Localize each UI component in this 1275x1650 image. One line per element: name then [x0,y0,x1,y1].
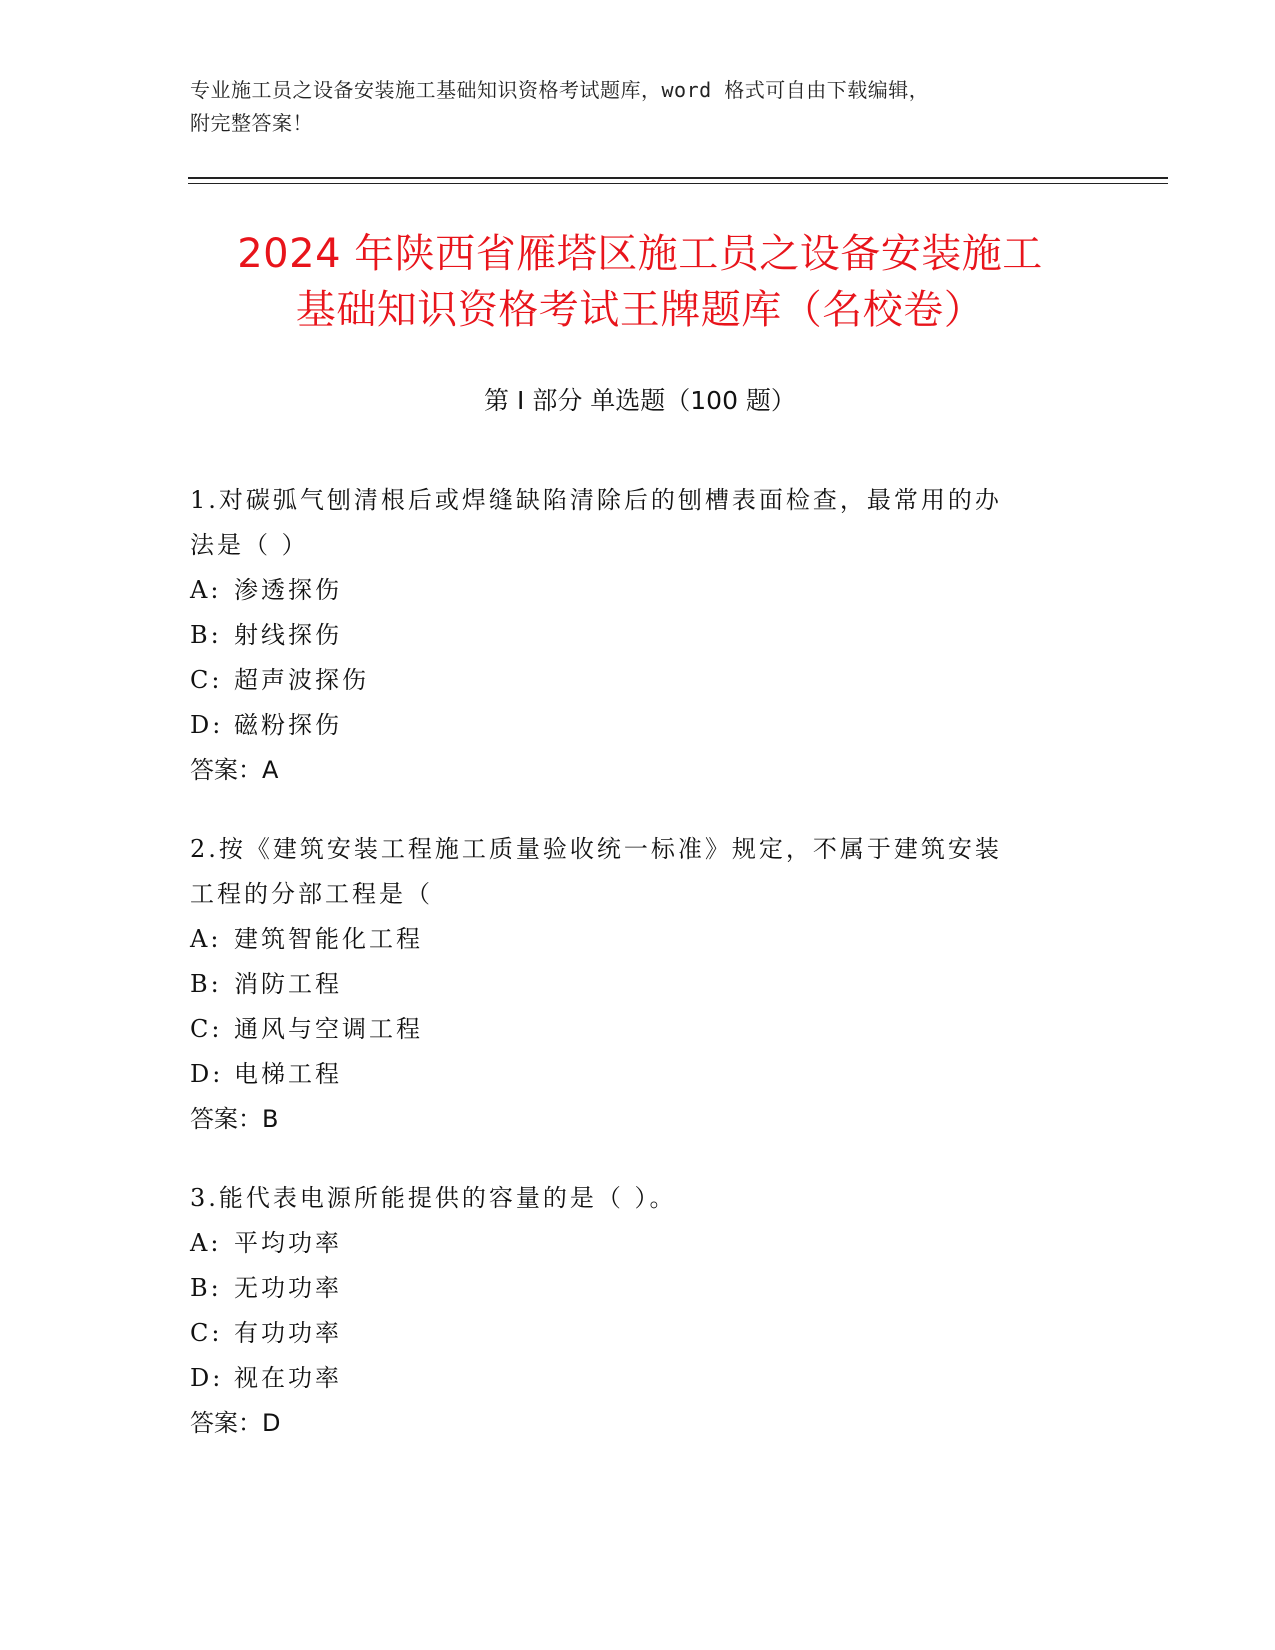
option-letter: D: [190,711,224,739]
header-divider-thick [188,177,1168,179]
option-letter: C: [190,1319,223,1347]
header-note-line: 专业施工员之设备安装施工基础知识资格考试题库，word 格式可自由下载编辑， [190,78,930,102]
option-d [190,1052,1090,1097]
option-letter: C: [190,1015,223,1043]
question-2 [190,827,1090,1142]
question-stem: 3.能代表电源所能提供的容量的是（ ）。 [190,1184,677,1212]
option-text: 视在功率 [234,1364,342,1392]
header-divider-thin [188,183,1168,184]
header-note [190,74,1090,140]
option-a [190,917,1090,962]
option-letter: D: [190,1364,224,1392]
option-text: 射线探伤 [234,621,342,649]
option-letter: A: [190,925,222,953]
option-text: 无功功率 [234,1274,342,1302]
option-d [190,703,1090,748]
question-3 [190,1176,1090,1446]
question-list [190,478,1090,1480]
option-text: 电梯工程 [234,1060,342,1088]
option-letter: B: [190,970,222,998]
option-c [190,1007,1090,1052]
document-title-line: 基础知识资格考试王牌题库（名校卷） [295,287,985,333]
option-b [190,613,1090,658]
option-text: 平均功率 [234,1229,342,1257]
question-stem: 法是（ ） [190,531,309,559]
option-c [190,658,1090,703]
answer-line: 答案：B [190,1105,279,1133]
option-letter: B: [190,1274,222,1302]
option-text: 磁粉探伤 [234,711,342,739]
document-title [150,226,1130,338]
option-letter: C: [190,666,223,694]
option-a [190,568,1090,613]
answer-line: 答案：A [190,756,279,784]
option-letter: D: [190,1060,224,1088]
option-b [190,962,1090,1007]
option-text: 通风与空调工程 [234,1015,423,1043]
option-text: 渗透探伤 [234,576,342,604]
document-title-line: 2024 年陕西省雁塔区施工员之设备安装施工 [237,231,1043,277]
option-a [190,1221,1090,1266]
option-letter: A: [190,576,222,604]
option-b [190,1266,1090,1311]
option-text: 建筑智能化工程 [234,925,423,953]
answer-line: 答案：D [190,1409,281,1437]
question-stem: 1.对碳弧气刨清根后或焊缝缺陷清除后的刨槽表面检查，最常用的办 [190,486,1002,514]
option-text: 超声波探伤 [234,666,369,694]
option-text: 消防工程 [234,970,342,998]
question-1 [190,478,1090,793]
question-stem: 2.按《建筑安装工程施工质量验收统一标准》规定，不属于建筑安装 [190,835,1002,863]
option-letter: B: [190,621,222,649]
question-stem: 工程的分部工程是（ [190,880,433,908]
option-text: 有功功率 [234,1319,342,1347]
option-d [190,1356,1090,1401]
section-title: 第 I 部分 单选题（100 题） [484,386,796,415]
option-letter: A: [190,1229,222,1257]
header-note-line: 附完整答案！ [190,111,313,135]
option-c [190,1311,1090,1356]
